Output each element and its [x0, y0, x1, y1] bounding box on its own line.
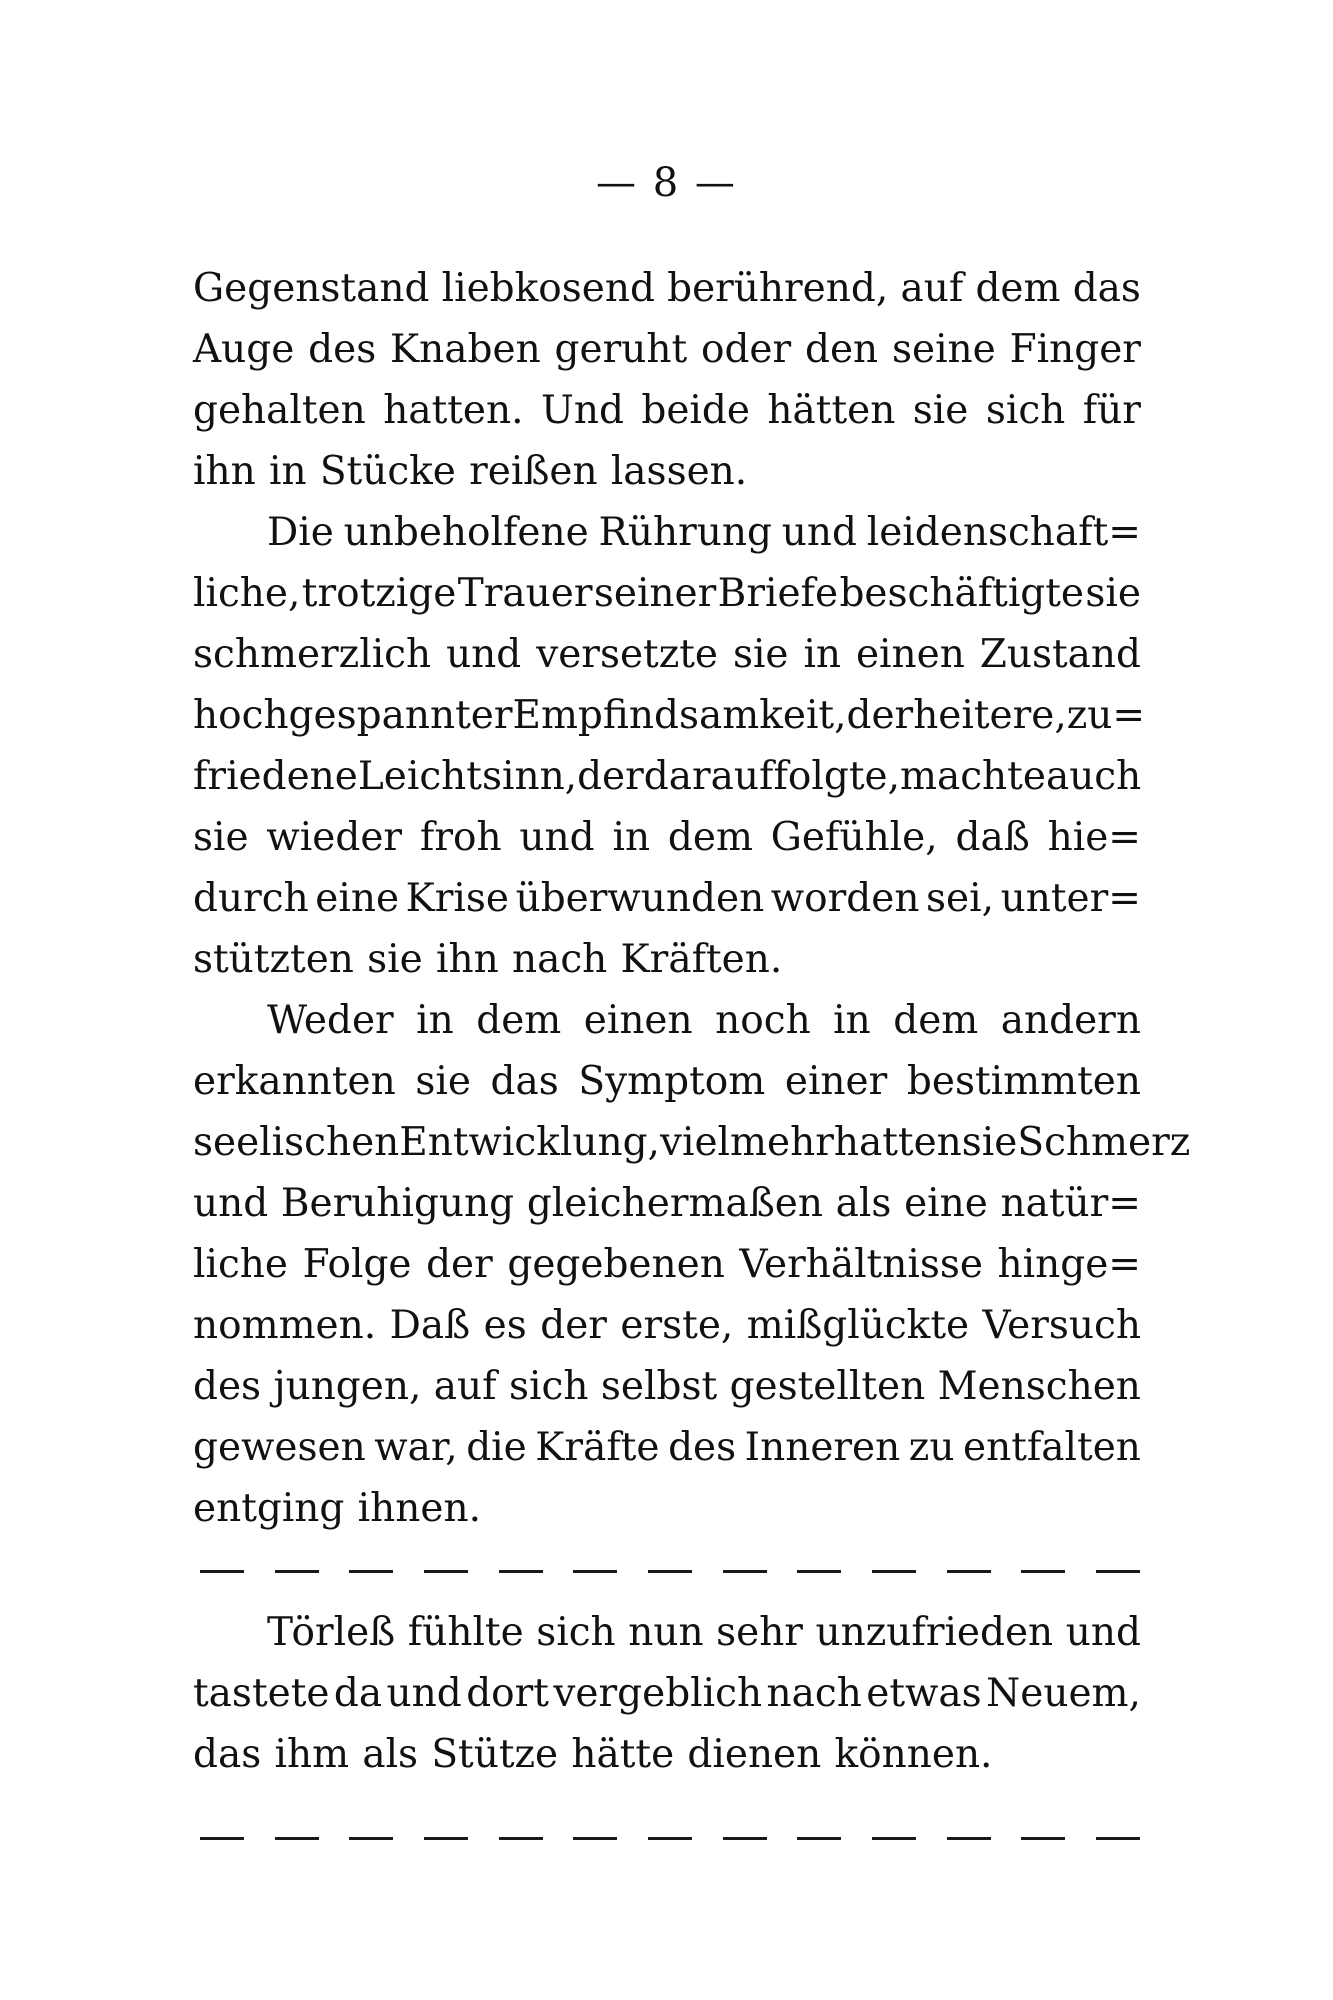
separator-dash: [797, 1570, 841, 1573]
word: der: [540, 1303, 607, 1348]
word: mißglückte: [746, 1303, 970, 1348]
text-line: [193, 380, 1141, 441]
word: unbeholfene: [343, 510, 589, 555]
word: und: [386, 1671, 462, 1716]
word: nach: [511, 937, 608, 982]
separator-dash: [723, 1837, 767, 1840]
word: sie: [193, 815, 249, 860]
word: daß: [955, 815, 1030, 860]
text-line: [193, 990, 1141, 1051]
word: eine: [904, 1181, 988, 1226]
word: sich: [509, 1364, 589, 1409]
word: des: [668, 1425, 737, 1470]
word: nommen.: [193, 1303, 377, 1348]
word: hätte: [571, 1732, 675, 1777]
word: in: [803, 632, 842, 677]
word: hie=: [1047, 815, 1141, 860]
word: worden: [770, 876, 920, 921]
word: Trauer: [457, 571, 593, 616]
text-line: [193, 685, 1146, 746]
word: gestellten: [729, 1364, 926, 1409]
word: Versuch: [982, 1303, 1141, 1348]
dash-separator-top: [200, 1570, 1140, 1573]
word: heitere,: [913, 693, 1067, 738]
word: zu=: [1066, 693, 1146, 738]
word: die: [466, 1425, 527, 1470]
text-line: [193, 1295, 1141, 1356]
word: liche: [193, 1242, 288, 1287]
word: durch: [193, 876, 309, 921]
word: Entwicklung,: [399, 1120, 660, 1165]
word: Und: [540, 388, 624, 433]
word: Zustand: [979, 632, 1141, 677]
text-line: [193, 1478, 1141, 1539]
word: versetzte: [536, 632, 719, 677]
word: dort: [466, 1671, 549, 1716]
word: in: [612, 815, 651, 860]
word: entfalten: [963, 1425, 1141, 1470]
word: Törleß: [267, 1610, 396, 1655]
text-line: [193, 258, 1141, 319]
word: sie: [912, 388, 969, 433]
word: seiner: [593, 571, 717, 616]
word: und: [519, 815, 595, 860]
word: sie: [415, 1059, 471, 1104]
text-line: [193, 1663, 1141, 1724]
text-line: [193, 1724, 1141, 1785]
word: sich: [536, 1610, 616, 1655]
paragraph-3: [193, 990, 1191, 1539]
separator-dash: [499, 1570, 543, 1573]
word: hochgespannter: [193, 693, 513, 738]
text-line: [193, 746, 1141, 807]
word: erste,: [620, 1303, 734, 1348]
separator-dash: [1096, 1837, 1140, 1840]
separator-dash: [648, 1837, 692, 1840]
word: und: [193, 1181, 269, 1226]
separator-dash: [1096, 1570, 1140, 1573]
text-line: [193, 563, 1141, 624]
word: Folge: [302, 1242, 412, 1287]
text-line: [193, 1112, 1191, 1173]
word: Kräften.: [620, 937, 783, 982]
page-number: — 8 —: [596, 160, 737, 206]
word: Auge: [193, 327, 295, 372]
word: Kräfte: [535, 1425, 660, 1470]
word: dem: [893, 998, 979, 1043]
word: gehalten: [193, 388, 366, 433]
word: dem: [667, 815, 753, 860]
word: in: [268, 449, 307, 494]
text-block-main: [193, 258, 1191, 1539]
word: hätten: [767, 388, 896, 433]
word: Krise: [405, 876, 509, 921]
word: Weder: [267, 998, 394, 1043]
word: erkannten: [193, 1059, 396, 1104]
word: dem: [975, 266, 1061, 311]
separator-dash: [947, 1570, 991, 1573]
word: das: [490, 1059, 559, 1104]
word: in: [416, 998, 454, 1043]
separator-dash: [648, 1570, 692, 1573]
word: und: [446, 632, 522, 677]
word: leidenschaft=: [866, 510, 1141, 555]
separator-dash: [424, 1570, 468, 1573]
word: jungen,: [273, 1364, 422, 1409]
text-line: [193, 319, 1141, 380]
word: sie: [1085, 571, 1141, 616]
word: geruht: [554, 327, 688, 372]
word: seelischen: [193, 1120, 400, 1165]
word: der: [426, 1242, 493, 1287]
word: für: [1082, 388, 1141, 433]
word: tastete: [193, 1671, 330, 1716]
word: unzufrieden: [815, 1610, 1054, 1655]
word: auf: [900, 266, 964, 311]
separator-dash: [349, 1570, 393, 1573]
text-line: [193, 1051, 1141, 1112]
word: oder: [700, 327, 792, 372]
text-line: [193, 807, 1141, 868]
word: Gegenstand: [193, 266, 430, 311]
word: auf: [433, 1364, 497, 1409]
text-line: [193, 441, 1141, 502]
word: unter=: [1000, 876, 1141, 921]
word: liche,: [193, 571, 301, 616]
word: Rührung: [598, 510, 772, 555]
word: sei,: [926, 876, 995, 921]
word: sehr: [716, 1610, 803, 1655]
word: gewesen: [193, 1425, 366, 1470]
word: Finger: [1009, 327, 1141, 372]
word: das: [1072, 266, 1141, 311]
text-line: [193, 502, 1141, 563]
paragraph-4: [193, 1602, 1141, 1785]
word: Gefühle,: [770, 815, 938, 860]
word: gleichermaßen: [526, 1181, 823, 1226]
word: froh: [419, 815, 502, 860]
separator-dash: [200, 1837, 244, 1840]
word: das: [193, 1732, 262, 1777]
word: etwas: [866, 1671, 982, 1716]
separator-dash: [275, 1837, 319, 1840]
word: den: [804, 327, 879, 372]
separator-dash: [723, 1570, 767, 1573]
separator-dash: [947, 1837, 991, 1840]
word: reißen: [469, 449, 598, 494]
word: des: [193, 1364, 262, 1409]
text-line: [193, 1417, 1141, 1478]
word: als: [362, 1732, 419, 1777]
paragraph-1: [193, 258, 1141, 502]
word: Knaben: [390, 327, 541, 372]
word: ihn: [435, 937, 499, 982]
text-line: [193, 929, 1141, 990]
word: nun: [628, 1610, 704, 1655]
word: eine: [315, 876, 400, 921]
word: hatten: [833, 1120, 962, 1165]
word: ihn: [193, 449, 256, 494]
word: ihm: [274, 1732, 350, 1777]
text-line: [193, 624, 1141, 685]
word: machte: [899, 754, 1046, 799]
word: Stücke: [319, 449, 456, 494]
word: dem: [476, 998, 562, 1043]
text-line: [193, 1234, 1141, 1295]
text-block-closing: [193, 1602, 1141, 1785]
separator-dash: [349, 1837, 393, 1840]
word: Symptom: [578, 1059, 766, 1104]
word: entging: [193, 1486, 345, 1531]
word: Die: [267, 510, 334, 555]
word: Verhältnisse: [739, 1242, 983, 1287]
word: selbst: [600, 1364, 718, 1409]
separator-dash: [872, 1570, 916, 1573]
word: dienen: [687, 1732, 822, 1777]
word: da: [333, 1671, 383, 1716]
text-line: [193, 1602, 1141, 1663]
word: Neuem,: [986, 1671, 1141, 1716]
separator-dash: [573, 1837, 617, 1840]
word: können.: [834, 1732, 993, 1777]
word: Empfindsamkeit,: [512, 693, 847, 738]
word: der: [577, 754, 644, 799]
word: Schmerz: [1017, 1120, 1191, 1165]
text-line: [193, 868, 1141, 929]
word: einen: [583, 998, 693, 1043]
word: einer: [784, 1059, 888, 1104]
separator-dash: [200, 1570, 244, 1573]
word: sie: [961, 1120, 1018, 1165]
word: berührend,: [667, 266, 889, 311]
dash-separator-bottom: [200, 1837, 1140, 1840]
word: darauf: [643, 754, 774, 799]
word: und: [1065, 1610, 1141, 1655]
word: hatten.: [383, 388, 524, 433]
separator-dash: [573, 1570, 617, 1573]
separator-dash: [797, 1837, 841, 1840]
word: hinge=: [997, 1242, 1141, 1287]
word: folgte,: [773, 754, 900, 799]
word: sie: [367, 937, 423, 982]
word: ihnen.: [357, 1486, 481, 1531]
word: beide: [641, 388, 750, 433]
separator-dash: [1021, 1837, 1065, 1840]
word: bestimmten: [906, 1059, 1141, 1104]
word: sich: [985, 388, 1066, 433]
paragraph-2: [193, 502, 1146, 990]
word: in: [833, 998, 871, 1043]
word: noch: [715, 998, 811, 1043]
word: nach: [766, 1671, 862, 1716]
word: wieder: [266, 815, 403, 860]
text-line: [193, 1356, 1141, 1417]
word: und: [781, 510, 857, 555]
word: trotzige: [301, 571, 457, 616]
separator-dash: [275, 1570, 319, 1573]
text-line: [193, 1173, 1141, 1234]
word: vielmehr: [659, 1120, 834, 1165]
word: als: [835, 1181, 892, 1226]
word: Daß: [389, 1303, 471, 1348]
separator-dash: [499, 1837, 543, 1840]
word: lassen.: [610, 449, 748, 494]
separator-dash: [1021, 1570, 1065, 1573]
word: natür=: [1000, 1181, 1141, 1226]
word: fühlte: [407, 1610, 524, 1655]
word: andern: [1000, 998, 1141, 1043]
word: seine: [891, 327, 996, 372]
word: Leichtsinn,: [357, 754, 578, 799]
word: Menschen: [937, 1364, 1141, 1409]
word: Beruhigung: [280, 1181, 515, 1226]
word: friedene: [193, 754, 358, 799]
word: auch: [1045, 754, 1142, 799]
word: Stütze: [431, 1732, 559, 1777]
separator-dash: [872, 1837, 916, 1840]
word: Briefe: [717, 571, 839, 616]
word: war,: [374, 1425, 458, 1470]
word: der: [846, 693, 914, 738]
word: des: [308, 327, 377, 372]
word: überwunden: [515, 876, 765, 921]
separator-dash: [424, 1837, 468, 1840]
word: es: [483, 1303, 527, 1348]
word: beschäftigte: [839, 571, 1085, 616]
word: zu: [908, 1425, 955, 1470]
word: gegebenen: [507, 1242, 725, 1287]
word: Inneren: [744, 1425, 901, 1470]
word: sie: [732, 632, 789, 677]
word: schmerzlich: [193, 632, 432, 677]
word: einen: [855, 632, 965, 677]
word: liebkosend: [441, 266, 655, 311]
word: stützten: [193, 937, 354, 982]
word: vergeblich: [553, 1671, 763, 1716]
